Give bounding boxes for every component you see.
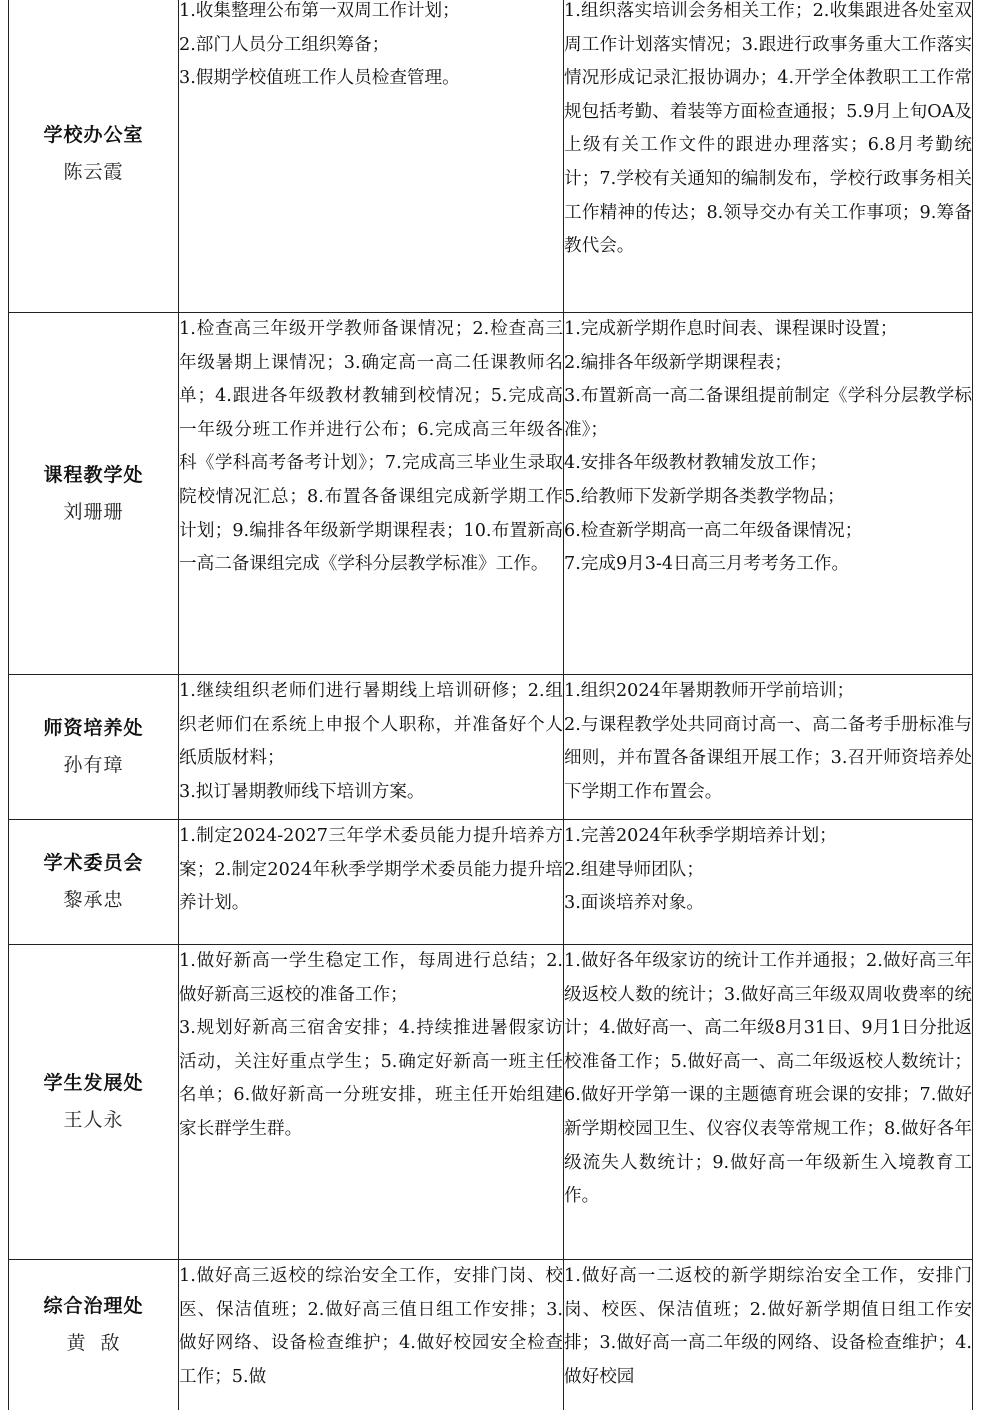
work-item: 1.做好新高一学生稳定工作，每周进行总结；2.做好新高三返校的准备工作； [179, 951, 563, 1005]
department-cell [9, 945, 179, 1260]
last-period-work-cell: 1.检查高三年级开学教师备课情况；2.检查高三年级暑期上课情况；3.确定高一高二任课教师名单；4.跟进各年级教材教辅到校情况；5.完成高一年级分班工作并进行公布；6.完成高三年级各科《学科高考备考计划》；7.完成高三毕业生录取院校情况汇总；8.布置各备课组完成新学期工作计划；9.编排各年级新学期课程表；10.布置新高一高二备课组完成《学科分层教学标准》工作。 [179, 313, 564, 675]
next-period-work-cell: 1.做好各年级家访的统计工作并通报；2.做好高三年级返校人数的统计；3.做好高三年级双周收费率的统计；4.做好高一、高二年级8月31日、9月1日分批返校准备工作；5.做好高一、高二年级返校人数统计；6.做好开学第一课的主题德育班会课的安排；7.做好新学期校园卫生、仪容仪表等常规工作；8.做好各年级流失人数统计；9.做好高一年级新生入境教育工作。 [564, 945, 973, 1260]
department-cell [9, 0, 179, 313]
work-plan-table [8, 0, 973, 1410]
department-head: 孙有璋 [63, 754, 124, 776]
work-item: 5.给教师下发新学期各类教学物品； [564, 486, 845, 507]
table-row [9, 0, 973, 313]
department-cell [9, 675, 179, 820]
next-period-work-cell [564, 313, 973, 675]
next-period-work-cell [564, 820, 973, 945]
department-head: 王人永 [63, 1109, 124, 1131]
work-item: 3.规划好新高三宿舍安排；4.持续推进暑假家访活动，关注好重点学生；5.确定好新高一班主任名单；6.做好新高一分班安排，班主任开始组建家长群学生群。 [179, 1018, 563, 1139]
work-item: 3.面谈培养对象。 [564, 893, 704, 914]
department-head: 陈云霞 [63, 160, 124, 183]
department-head: 黄 敌 [66, 1332, 121, 1354]
work-item: 2.编排各年级新学期课程表； [564, 352, 792, 373]
last-period-work-cell: 1.制定2024-2027三年学术委员能力提升培养方案；2.制定2024年秋季学期学术委员能力提升培养计划。 [179, 820, 564, 945]
table-row [9, 945, 973, 1260]
work-item: 1.收集整理公布第一双周工作计划； [179, 1, 460, 21]
work-item: 6.检查新学期高一高二年级备课情况； [564, 520, 863, 541]
work-item: 1.组织2024年暑期教师开学前培训； [564, 681, 855, 701]
work-item: 7.完成9月3-4日高三月考考务工作。 [564, 554, 850, 575]
work-item: 2.部门人员分工组织筹备； [179, 34, 390, 55]
last-period-work-cell [179, 675, 564, 820]
department-head: 刘珊珊 [63, 500, 124, 523]
department-name: 综合治理处 [43, 1295, 144, 1317]
department-cell [9, 820, 179, 945]
table-row [9, 313, 973, 675]
department-name: 学生发展处 [43, 1072, 144, 1094]
table-row [9, 675, 973, 820]
department-name: 学校办公室 [43, 123, 144, 146]
work-item: 1.继续组织老师们进行暑期线上培训研修；2.组织老师们在系统上申报个人职称，并准备好个人纸质版材料； [179, 681, 563, 769]
next-period-work-cell: 1.组织落实培训会务相关工作；2.收集跟进各处室双周工作计划落实情况；3.跟进行政事务重大工作落实情况形成记录汇报协调办；4.开学全体教职工工作常规包括考勤、着装等方面检查通报；5.9月上旬OA及上级有关工作文件的跟进办理落实；6.8月考勤统计；7.学校有关通知的编制发布，学校行政事务相关工作精神的传达；8.领导交办有关工作事项；9.筹备教代会。 [564, 0, 973, 313]
table-row [9, 1260, 973, 1410]
department-cell [9, 313, 179, 675]
last-period-work-cell [179, 945, 564, 1260]
last-period-work-cell [179, 0, 564, 313]
work-item: 1.完善2024年秋季学期培养计划； [564, 826, 837, 846]
work-item: 4.安排各年级教材教辅发放工作； [564, 453, 828, 474]
department-name: 学术委员会 [43, 852, 144, 874]
work-item: 3.假期学校值班工作人员检查管理。 [179, 68, 460, 89]
work-item: 2.组建导师团队； [564, 859, 704, 880]
table-row [9, 820, 973, 945]
last-period-work-cell: 1.做好高三返校的综治安全工作，安排门岗、校医、保洁值班；2.做好高三值日组工作安排；3.做好网络、设备检查维护；4.做好校园安全检查工作；5.做 [179, 1260, 564, 1410]
work-item: 1.完成新学期作息时间表、课程课时设置； [564, 319, 898, 339]
department-cell [9, 1260, 179, 1410]
department-head: 黎承忠 [63, 889, 124, 911]
department-name: 课程教学处 [43, 463, 144, 486]
department-name: 师资培养处 [43, 717, 144, 739]
next-period-work-cell: 1.做好高一二返校的新学期综治安全工作，安排门岗、校医、保洁值班；2.做好新学期值日组工作安排；3.做好高一高二年级的网络、设备检查维护；4.做好校园 [564, 1260, 973, 1410]
work-item: 3.拟订暑期教师线下培训方案。 [179, 781, 425, 802]
work-item: 3.布置新高一高二备课组提前制定《学科分层教学标准》； [564, 386, 972, 440]
work-item: 2.与课程教学处共同商讨高一、高二备考手册标准与细则，并布置各备课组开展工作；3.召开师资培养处下学期工作布置会。 [564, 714, 972, 802]
next-period-work-cell [564, 675, 973, 820]
